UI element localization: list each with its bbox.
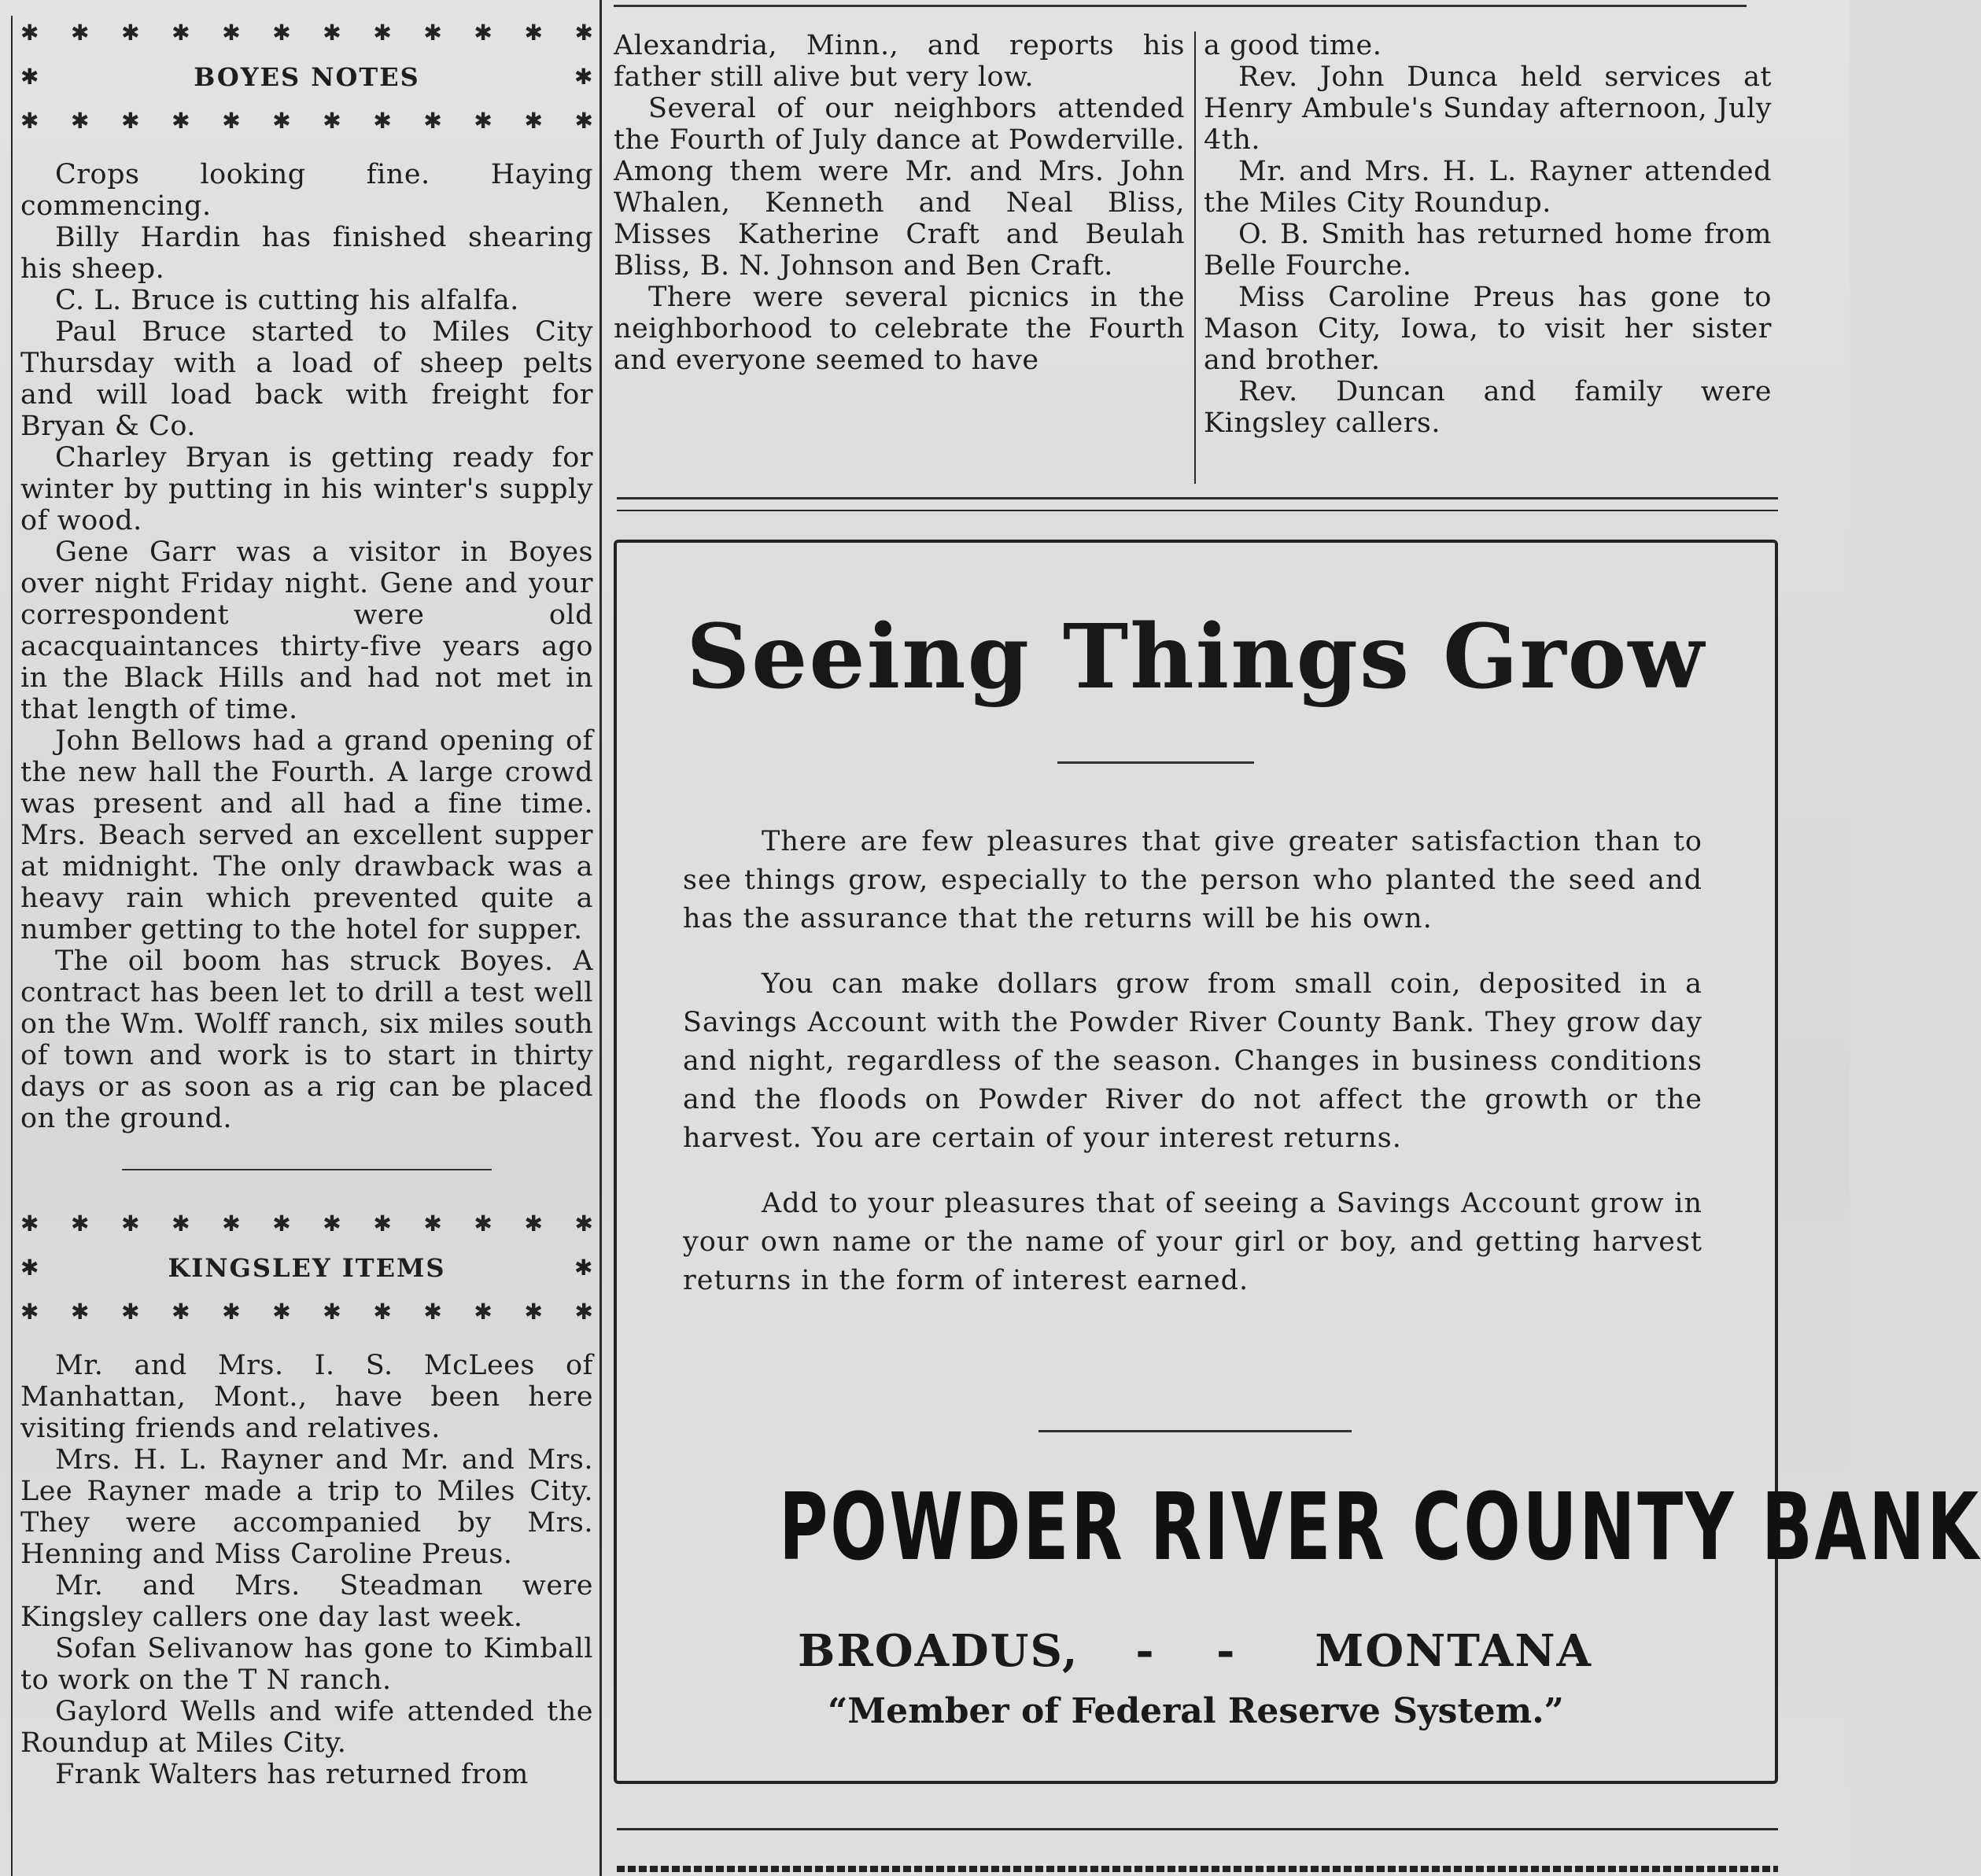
bank-location: [798, 1625, 1592, 1677]
ad-headline: Seeing Things Grow: [686, 606, 1706, 709]
bottom-rule: [617, 1828, 1778, 1830]
boyes-item: Gene Garr was a visitor in Boyes over night Friday night. Gene and your correspondent were old acacquaintances thirty-five years ago in the Black Hills and had not met in that length of time.: [20, 536, 593, 725]
section-divider: [122, 1169, 492, 1170]
top-rule: [614, 5, 1747, 7]
bank-city: BROADUS,: [798, 1625, 1079, 1677]
kingsley-item: Sofan Selivanow has gone to Kimball to work on the T N ranch.: [20, 1633, 593, 1696]
location-separator: - -: [1135, 1625, 1259, 1677]
kingsley-item: Several of our neighbors attended the Fourth of July dance at Powderville. Among them were Mr. and Mrs. John Whalen, Kenneth and Neal Bliss, Misses Katherine Craft and Beulah Bliss, B. N. Johnson and Ben Craft.: [614, 93, 1185, 282]
column-rule-left: [11, 16, 13, 1876]
upper-section-rule-1: [617, 497, 1778, 499]
kingsley-items-title: KINGSLEY ITEMS: [168, 1253, 446, 1283]
kingsley-item: Rev. Duncan and family were Kingsley callers.: [1204, 376, 1772, 439]
bank-tagline: “Member of Federal Reserve System.”: [828, 1691, 1564, 1731]
star-row-bottom: ✱ ✱ ✱ ✱ ✱ ✱ ✱ ✱ ✱ ✱ ✱ ✱: [20, 108, 593, 134]
bank-state: MONTANA: [1315, 1625, 1592, 1677]
boyes-item: Paul Bruce started to Miles City Thursday with a load of sheep pelts and will load back with freight for Bryan & Co.: [20, 316, 593, 442]
column-rule-1: [599, 0, 602, 1876]
boyes-item: The oil boom has struck Boyes. A contract has been let to drill a test well on the Wm. Wolff ranch, six miles south of town and work is to start in thirty days or as soon as a rig can be placed on the ground.: [20, 945, 593, 1134]
ad-paragraph: Add to your pleasures that of seeing a Savings Account grow in your own name or the name of your girl or boy, and getting harvest returns in the form of interest earned.: [683, 1188, 1702, 1296]
star-row-top: ✱ ✱ ✱ ✱ ✱ ✱ ✱ ✱ ✱ ✱ ✱ ✱: [20, 1211, 593, 1237]
kingsley-item: There were several picnics in the neighborhood to celebrate the Fourth and everyone seemed to have: [614, 282, 1185, 376]
boyes-notes-title: BOYES NOTES: [194, 62, 420, 92]
star-row-top: ✱ ✱ ✱ ✱ ✱ ✱ ✱ ✱ ✱ ✱ ✱ ✱: [20, 20, 593, 46]
kingsley-item: a good time.: [1204, 30, 1382, 61]
kingsley-item: Mrs. H. L. Rayner and Mr. and Mrs. Lee Rayner made a trip to Miles City. They were accompanied by Mrs. Henning and Miss Caroline Preus.: [20, 1444, 593, 1570]
ad-divider: [1038, 1430, 1352, 1432]
boyes-item: John Bellows had a grand opening of the new hall the Fourth. A large crowd was present and all had a fine time. Mrs. Beach served an excellent supper at midnight. The only drawback was a heavy rain which prevented quite a number getting to the hotel for supper.: [20, 725, 593, 945]
bank-name: POWDER RIVER COUNTY BANK: [779, 1472, 1981, 1581]
column-right-top: [1204, 30, 1772, 439]
bottom-border: [617, 1866, 1778, 1872]
kingsley-item: Mr. and Mrs. I. S. McLees of Manhattan, Mont., have been here visiting friends and relatives.: [20, 1350, 593, 1444]
star-row-bottom: ✱ ✱ ✱ ✱ ✱ ✱ ✱ ✱ ✱ ✱ ✱ ✱: [20, 1299, 593, 1325]
ad-paragraph: You can make dollars grow from small coin, deposited in a Savings Account with the Powder River County Bank. They grow day and night, regardless of the season. Changes in business conditions and the floods on Powder River do not affect the growth or the harvest. You are certain of your interest returns.: [683, 968, 1702, 1154]
boyes-item: C. L. Bruce is cutting his alfalfa.: [55, 285, 519, 316]
boyes-item: Crops looking fine. Haying commencing.: [20, 159, 593, 222]
boyes-notes-header: ✱ BOYES NOTES ✱: [20, 62, 593, 92]
kingsley-item: Mr. and Mrs. H. L. Rayner attended the Miles City Roundup.: [1204, 156, 1772, 219]
boyes-item: Billy Hardin has finished shearing his sheep.: [20, 222, 593, 285]
kingsley-item: Alexandria, Minn., and reports his father still alive but very low.: [614, 30, 1185, 93]
ad-divider: [1057, 761, 1254, 764]
column-middle-top: [614, 30, 1185, 376]
bank-advertisement: [614, 540, 1981, 1784]
ad-body: [683, 823, 1702, 1327]
kingsley-item: Miss Caroline Preus has gone to Mason City, Iowa, to visit her sister and brother.: [1204, 282, 1772, 376]
kingsley-item: Frank Walters has returned from: [55, 1759, 529, 1790]
upper-section-rule-2: [617, 510, 1778, 511]
kingsley-item: Rev. John Dunca held services at Henry Ambule's Sunday afternoon, July 4th.: [1204, 61, 1772, 156]
kingsley-item: Gaylord Wells and wife attended the Roundup at Miles City.: [20, 1696, 593, 1759]
column-left: [20, 17, 593, 1790]
kingsley-item: O. B. Smith has returned home from Belle Fourche.: [1204, 219, 1772, 282]
column-rule-2: [1194, 31, 1196, 484]
kingsley-item: Mr. and Mrs. Steadman were Kingsley callers one day last week.: [20, 1570, 593, 1633]
ad-paragraph: There are few pleasures that give greater satisfaction than to see things grow, especially to the person who planted the seed and has the assurance that the returns will be his own.: [683, 826, 1702, 934]
boyes-item: Charley Bryan is getting ready for winter by putting in his winter's supply of wood.: [20, 442, 593, 536]
kingsley-items-header: ✱ KINGSLEY ITEMS ✱: [20, 1253, 593, 1283]
